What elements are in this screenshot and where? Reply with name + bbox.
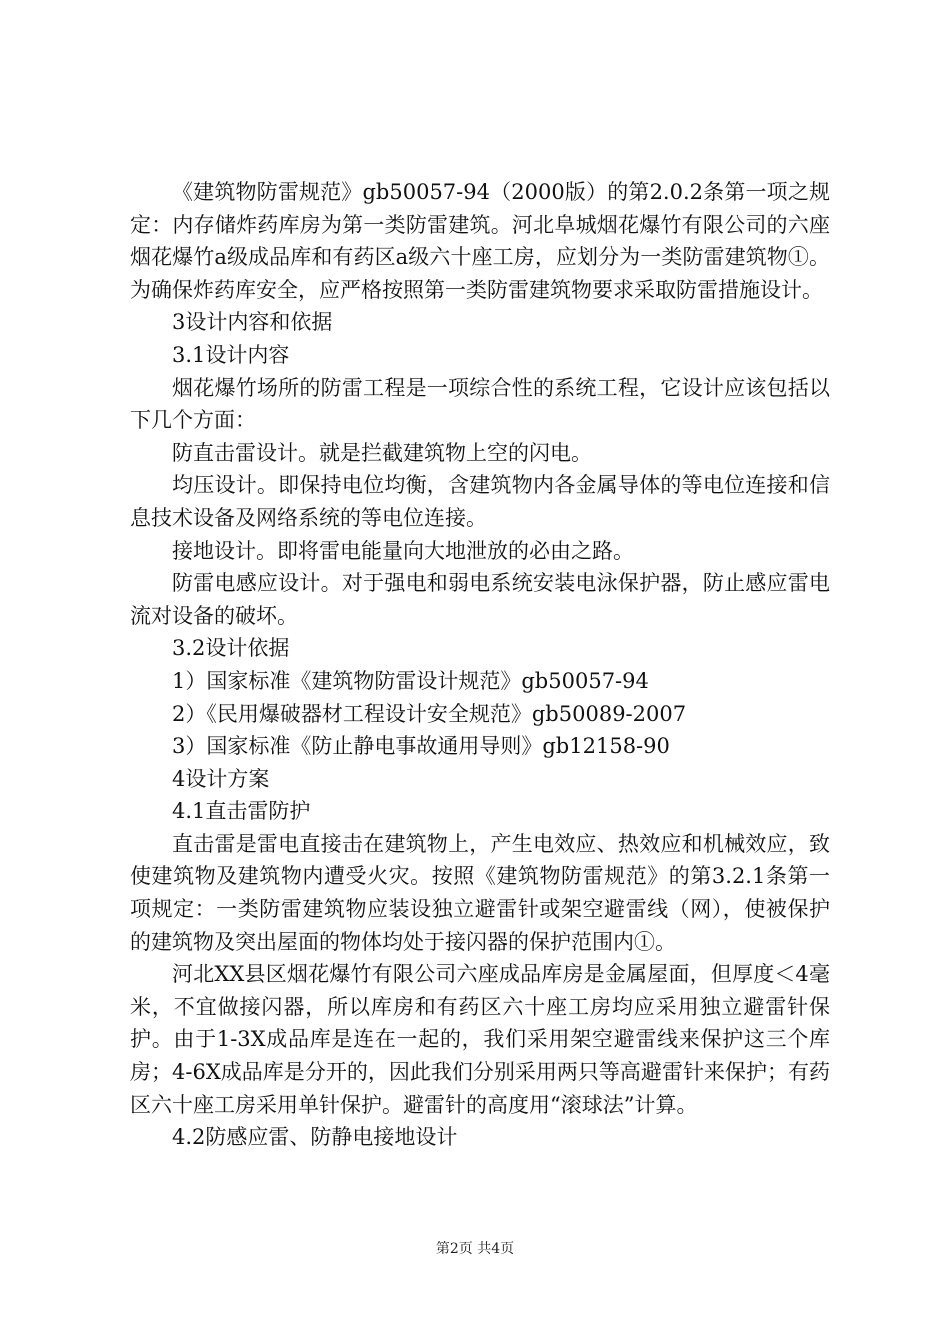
list-item-1: 1）国家标准《建筑物防雷设计规范》gb50057-94 [172, 668, 649, 693]
heading-3-2: 3.2设计依据 [172, 636, 290, 661]
list-item-2: 2）《民用爆破器材工程设计安全规范》gb50089-2007 [172, 701, 687, 726]
list-item-3: 3）国家标准《防止静电事故通用导则》gb12158-90 [172, 734, 670, 759]
paragraph-induction: 防雷电感应设计。对于强电和弱电系统安装电泳保护器，防止感应雷电流对设备的破坏。 [130, 571, 830, 628]
heading-3-1: 3.1设计内容 [172, 342, 290, 367]
paragraph-hebei-warehouses: 河北XX县区烟花爆竹有限公司六座成品库房是金属屋面，但厚度＜4毫米，不宜做接闪器，所以库房和有药区六十座工房均应采用独立避雷针保护。由于1-3X成品库是连在一起的，我们采用架空避雷线来保护这三个库房；4-6X成品库是分开的，因此我们分别采用两只等高避雷针来保护；有药区六十座工房采用单针保护。避雷针的高度用“滚球法”计算。 [130, 962, 830, 1117]
heading-4: 4设计方案 [172, 766, 270, 791]
heading-4-2: 4.2防感应雷、防静电接地设计 [172, 1125, 458, 1150]
page-footer: 第2页 共4页 [435, 1241, 515, 1257]
paragraph-direct-strike: 防直击雷设计。就是拦截建筑物上空的闪电。 [172, 440, 592, 465]
paragraph-intro: 烟花爆竹场所的防雷工程是一项综合性的系统工程，它设计应该包括以下几个方面： [130, 375, 830, 433]
paragraph-standard-clause: 《建筑物防雷规范》gb50057-94（2000版）的第2.0.2条第一项之规定：内存储炸药库房为第一类防雷建筑。河北阜城烟花爆竹有限公司的六座烟花爆竹a级成品库和有药区a级六十座工房，应划分为一类防雷建筑物①。为确保炸药库安全，应严格按照第一类防雷建筑物要求采取防雷措施设计。 [130, 180, 830, 302]
body-text [130, 176, 830, 1154]
heading-3: 3设计内容和依据 [172, 310, 333, 335]
paragraph-direct-lightning: 直击雷是雷电直接击在建筑物上，产生电效应、热效应和机械效应，致使建筑物及建筑物内遭受火灾。按照《建筑物防雷规范》的第3.2.1条第一项规定：一类防雷建筑物应装设独立避雷针或架空避雷线（网），使被保护的建筑物及突出屋面的物体均处于接闪器的保护范围内①。 [130, 831, 830, 954]
heading-4-1: 4.1直击雷防护 [172, 799, 311, 824]
paragraph-equipotential: 均压设计。即保持电位均衡，含建筑物内各金属导体的等电位连接和信息技术设备及网络系统的等电位连接。 [130, 473, 830, 530]
paragraph-grounding: 接地设计。即将雷电能量向大地泄放的必由之路。 [172, 538, 634, 563]
